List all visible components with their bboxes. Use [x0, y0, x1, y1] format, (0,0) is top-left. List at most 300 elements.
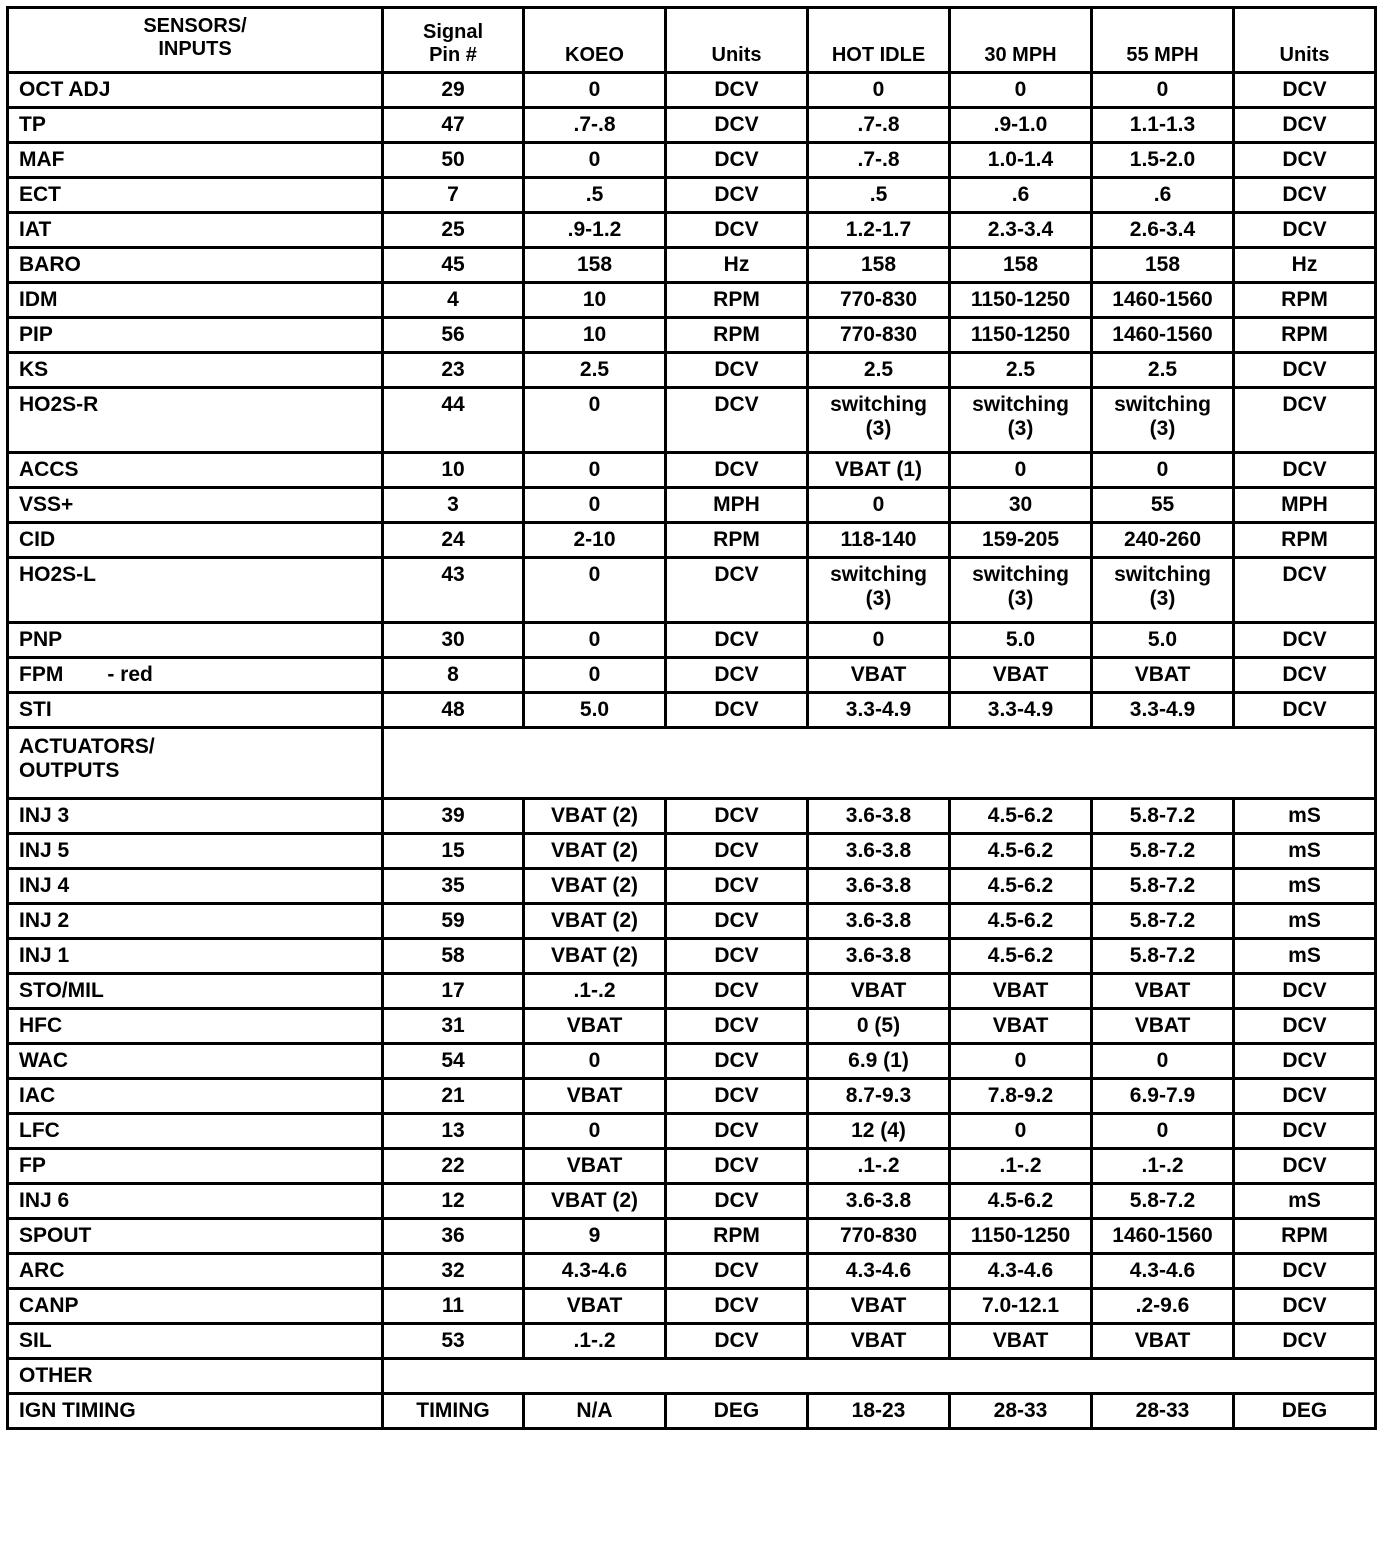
cell-mph55: 240-260	[1092, 523, 1234, 558]
cell-component-name	[8, 1184, 383, 1219]
table-row	[8, 353, 1376, 388]
cell-component-name	[8, 1219, 383, 1254]
cell-mph55: 0	[1092, 453, 1234, 488]
cell-pin: 17	[383, 974, 524, 1009]
table-row	[8, 453, 1376, 488]
cell-units: DCV	[666, 799, 808, 834]
cell-units: DCV	[666, 213, 808, 248]
table-row	[8, 1044, 1376, 1079]
cell-mph55: 1.1-1.3	[1092, 108, 1234, 143]
cell-mph30: 0	[950, 1044, 1092, 1079]
cell-pin: 54	[383, 1044, 524, 1079]
cell-mph30: 3.3-4.9	[950, 693, 1092, 728]
cell-units: RPM	[666, 1219, 808, 1254]
cell-koeo: 0	[524, 453, 666, 488]
cell-koeo: VBAT (2)	[524, 799, 666, 834]
table-row	[8, 1254, 1376, 1289]
component-name: PNP	[19, 628, 63, 651]
cell-units2: DCV	[1234, 1254, 1376, 1289]
component-note: - red	[107, 663, 153, 686]
cell-pin: 45	[383, 248, 524, 283]
component-name: FP	[19, 1154, 46, 1177]
component-name: INJ 5	[19, 839, 70, 862]
cell-units2: DCV	[1234, 974, 1376, 1009]
table-row	[8, 1079, 1376, 1114]
table-row	[8, 693, 1376, 728]
cell-hot-idle: .1-.2	[808, 1149, 950, 1184]
cell-mph30: .9-1.0	[950, 108, 1092, 143]
cell-units2: DCV	[1234, 213, 1376, 248]
component-name: WAC	[19, 1049, 68, 1072]
cell-mph30: VBAT	[950, 974, 1092, 1009]
cell-units2: DCV	[1234, 1114, 1376, 1149]
table-row	[8, 1184, 1376, 1219]
cell-mph55: 5.8-7.2	[1092, 904, 1234, 939]
cell-mph30: .1-.2	[950, 1149, 1092, 1184]
cell-hot-idle: 0	[808, 73, 950, 108]
cell-units: DCV	[666, 1324, 808, 1359]
cell-component-name	[8, 939, 383, 974]
component-name: HO2S-L	[19, 563, 97, 586]
component-name: BARO	[19, 253, 81, 276]
cell-units: DCV	[666, 143, 808, 178]
cell-pin: 43	[383, 558, 524, 623]
cell-koeo: 2-10	[524, 523, 666, 558]
cell-hot-idle: VBAT	[808, 658, 950, 693]
cell-units: Hz	[666, 248, 808, 283]
cell-units: DCV	[666, 1254, 808, 1289]
cell-mph30: 4.5-6.2	[950, 904, 1092, 939]
component-name: INJ 4	[19, 874, 70, 897]
header-units-2: Units	[1234, 8, 1376, 73]
cell-units2: DCV	[1234, 1079, 1376, 1114]
cell-koeo: VBAT (2)	[524, 904, 666, 939]
cell-koeo: VBAT (2)	[524, 1184, 666, 1219]
cell-component-name	[8, 658, 383, 693]
cell-hot-idle: .7-.8	[808, 143, 950, 178]
cell-mph30: 0	[950, 73, 1092, 108]
component-name: INJ 6	[19, 1189, 70, 1212]
cell-hot-idle: 3.6-3.8	[808, 834, 950, 869]
cell-units2: DCV	[1234, 143, 1376, 178]
cell-pin: 8	[383, 658, 524, 693]
other-section	[8, 1394, 1376, 1429]
cell-hot-idle: 0 (5)	[808, 1009, 950, 1044]
cell-mph30: 28-33	[950, 1394, 1092, 1429]
cell-koeo: .1-.2	[524, 1324, 666, 1359]
cell-mph55: 5.8-7.2	[1092, 939, 1234, 974]
component-name: ACCS	[19, 458, 79, 481]
section-label-other: OTHER	[8, 1359, 383, 1394]
cell-pin: 10	[383, 453, 524, 488]
cell-units: DCV	[666, 388, 808, 453]
cell-hot-idle: 3.6-3.8	[808, 904, 950, 939]
component-name: SIL	[19, 1329, 52, 1352]
table-row	[8, 178, 1376, 213]
cell-units: RPM	[666, 283, 808, 318]
cell-mph30: 2.5	[950, 353, 1092, 388]
cell-pin: 50	[383, 143, 524, 178]
cell-pin: 29	[383, 73, 524, 108]
table-row	[8, 488, 1376, 523]
cell-hot-idle: 8.7-9.3	[808, 1079, 950, 1114]
cell-mph30: VBAT	[950, 1009, 1092, 1044]
table-row	[8, 1009, 1376, 1044]
cell-koeo: N/A	[524, 1394, 666, 1429]
cell-hot-idle: 158	[808, 248, 950, 283]
cell-hot-idle: 770-830	[808, 1219, 950, 1254]
cell-component-name	[8, 488, 383, 523]
cell-mph55: switching (3)	[1092, 388, 1234, 453]
cell-units2: DCV	[1234, 1149, 1376, 1184]
table-row	[8, 939, 1376, 974]
cell-koeo: 2.5	[524, 353, 666, 388]
cell-component-name	[8, 178, 383, 213]
cell-hot-idle: 3.6-3.8	[808, 1184, 950, 1219]
component-name: SPOUT	[19, 1224, 92, 1247]
cell-units2: DCV	[1234, 693, 1376, 728]
cell-mph30: 4.3-4.6	[950, 1254, 1092, 1289]
cell-mph30: 4.5-6.2	[950, 939, 1092, 974]
cell-mph30: 5.0	[950, 623, 1092, 658]
cell-hot-idle: 0	[808, 488, 950, 523]
cell-mph30: 7.8-9.2	[950, 1079, 1092, 1114]
cell-koeo: 9	[524, 1219, 666, 1254]
cell-component-name	[8, 1394, 383, 1429]
cell-mph30: switching (3)	[950, 558, 1092, 623]
cell-pin: 30	[383, 623, 524, 658]
cell-component-name	[8, 1044, 383, 1079]
cell-component-name	[8, 1289, 383, 1324]
component-name: HO2S-R	[19, 393, 99, 416]
cell-component-name	[8, 693, 383, 728]
actuators-section	[8, 799, 1376, 1359]
cell-mph30: 1150-1250	[950, 283, 1092, 318]
cell-koeo: 0	[524, 558, 666, 623]
cell-koeo: 0	[524, 658, 666, 693]
cell-units2: DCV	[1234, 453, 1376, 488]
cell-pin: 32	[383, 1254, 524, 1289]
cell-pin: 31	[383, 1009, 524, 1044]
cell-units: DCV	[666, 1114, 808, 1149]
cell-units2: DCV	[1234, 558, 1376, 623]
cell-units: DCV	[666, 869, 808, 904]
cell-component-name	[8, 73, 383, 108]
section-label-actuators: ACTUATORS/ OUTPUTS	[8, 728, 383, 799]
cell-component-name	[8, 318, 383, 353]
cell-mph30: 7.0-12.1	[950, 1289, 1092, 1324]
cell-units: DCV	[666, 558, 808, 623]
cell-pin: 36	[383, 1219, 524, 1254]
cell-mph30: 4.5-6.2	[950, 1184, 1092, 1219]
cell-pin: 21	[383, 1079, 524, 1114]
component-name: STO/MIL	[19, 979, 104, 1002]
cell-mph30: VBAT	[950, 658, 1092, 693]
component-name: CANP	[19, 1294, 79, 1317]
table-row	[8, 523, 1376, 558]
cell-pin: 58	[383, 939, 524, 974]
cell-mph55: 2.6-3.4	[1092, 213, 1234, 248]
table-row	[8, 658, 1376, 693]
cell-units2: DCV	[1234, 1324, 1376, 1359]
table-row	[8, 388, 1376, 453]
cell-mph55: 5.8-7.2	[1092, 799, 1234, 834]
cell-mph30: 0	[950, 453, 1092, 488]
cell-component-name	[8, 558, 383, 623]
cell-hot-idle: VBAT	[808, 974, 950, 1009]
cell-component-name	[8, 869, 383, 904]
table-row	[8, 1394, 1376, 1429]
header-row	[8, 8, 1376, 73]
cell-koeo: 0	[524, 488, 666, 523]
cell-mph55: VBAT	[1092, 1324, 1234, 1359]
cell-hot-idle: 6.9 (1)	[808, 1044, 950, 1079]
cell-units: DCV	[666, 353, 808, 388]
cell-component-name	[8, 1324, 383, 1359]
cell-koeo: VBAT (2)	[524, 834, 666, 869]
cell-units: DCV	[666, 1079, 808, 1114]
table-row	[8, 318, 1376, 353]
cell-koeo: VBAT (2)	[524, 869, 666, 904]
cell-component-name	[8, 799, 383, 834]
cell-mph55: .6	[1092, 178, 1234, 213]
cell-mph55: 5.0	[1092, 623, 1234, 658]
cell-mph55: 5.8-7.2	[1092, 869, 1234, 904]
cell-hot-idle: 2.5	[808, 353, 950, 388]
cell-units: DCV	[666, 623, 808, 658]
component-name: ARC	[19, 1259, 65, 1282]
cell-units2: mS	[1234, 834, 1376, 869]
cell-mph30: 159-205	[950, 523, 1092, 558]
cell-mph30: 158	[950, 248, 1092, 283]
header-sensors-inputs: SENSORS/ INPUTS	[8, 8, 383, 73]
cell-mph55: 0	[1092, 1044, 1234, 1079]
cell-mph55: VBAT	[1092, 658, 1234, 693]
component-name: FPM	[19, 663, 64, 686]
cell-hot-idle: .5	[808, 178, 950, 213]
table-row	[8, 799, 1376, 834]
component-name: PIP	[19, 323, 53, 346]
actuators-header-section	[8, 728, 1376, 799]
cell-mph30: 1150-1250	[950, 318, 1092, 353]
cell-koeo: 0	[524, 623, 666, 658]
cell-units2: mS	[1234, 799, 1376, 834]
cell-mph55: 1460-1560	[1092, 318, 1234, 353]
cell-component-name	[8, 1079, 383, 1114]
cell-units2: mS	[1234, 939, 1376, 974]
cell-hot-idle: 12 (4)	[808, 1114, 950, 1149]
cell-hot-idle: VBAT	[808, 1289, 950, 1324]
cell-pin: 15	[383, 834, 524, 869]
table-row	[8, 1149, 1376, 1184]
cell-units2: MPH	[1234, 488, 1376, 523]
cell-units2: DCV	[1234, 658, 1376, 693]
cell-hot-idle: 118-140	[808, 523, 950, 558]
cell-koeo: 5.0	[524, 693, 666, 728]
cell-component-name	[8, 213, 383, 248]
table-row	[8, 834, 1376, 869]
cell-units: MPH	[666, 488, 808, 523]
cell-hot-idle: VBAT (1)	[808, 453, 950, 488]
component-name: IAT	[19, 218, 52, 241]
section-blank	[383, 1359, 1376, 1394]
cell-mph30: 2.3-3.4	[950, 213, 1092, 248]
table-row	[8, 248, 1376, 283]
component-name: LFC	[19, 1119, 60, 1142]
cell-koeo: .9-1.2	[524, 213, 666, 248]
table-row	[8, 143, 1376, 178]
cell-koeo: .5	[524, 178, 666, 213]
component-name: TP	[19, 113, 46, 136]
table-row	[8, 283, 1376, 318]
cell-mph55: switching (3)	[1092, 558, 1234, 623]
cell-component-name	[8, 974, 383, 1009]
component-name: HFC	[19, 1014, 63, 1037]
cell-units2: DCV	[1234, 623, 1376, 658]
cell-pin: 22	[383, 1149, 524, 1184]
cell-units: RPM	[666, 523, 808, 558]
cell-units: DCV	[666, 73, 808, 108]
cell-units: DCV	[666, 108, 808, 143]
cell-units2: DCV	[1234, 388, 1376, 453]
sensors-section	[8, 73, 1376, 728]
page	[6, 6, 1374, 1430]
cell-koeo: 0	[524, 388, 666, 453]
cell-koeo: 0	[524, 1044, 666, 1079]
cell-component-name	[8, 248, 383, 283]
table-row	[8, 974, 1376, 1009]
header-koeo: KOEO	[524, 8, 666, 73]
cell-component-name	[8, 623, 383, 658]
cell-mph55: 1460-1560	[1092, 1219, 1234, 1254]
cell-mph30: VBAT	[950, 1324, 1092, 1359]
component-name: IGN TIMING	[19, 1399, 136, 1422]
table-row	[8, 1219, 1376, 1254]
cell-pin: 53	[383, 1324, 524, 1359]
cell-koeo: VBAT	[524, 1079, 666, 1114]
cell-koeo: .1-.2	[524, 974, 666, 1009]
cell-units2: DCV	[1234, 1289, 1376, 1324]
cell-pin: 48	[383, 693, 524, 728]
cell-mph55: VBAT	[1092, 1009, 1234, 1044]
cell-pin: 24	[383, 523, 524, 558]
component-name: INJ 3	[19, 804, 70, 827]
header-signal-pin: Signal Pin #	[383, 8, 524, 73]
cell-mph30: 4.5-6.2	[950, 799, 1092, 834]
cell-mph55: 2.5	[1092, 353, 1234, 388]
component-name: INJ 2	[19, 909, 70, 932]
cell-mph30: .6	[950, 178, 1092, 213]
cell-units: DCV	[666, 939, 808, 974]
cell-hot-idle: 3.6-3.8	[808, 939, 950, 974]
cell-units2: DCV	[1234, 108, 1376, 143]
cell-pin: 25	[383, 213, 524, 248]
cell-mph55: 3.3-4.9	[1092, 693, 1234, 728]
cell-units: DEG	[666, 1394, 808, 1429]
cell-pin: 35	[383, 869, 524, 904]
cell-koeo: 0	[524, 73, 666, 108]
header-units: Units	[666, 8, 808, 73]
cell-units2: RPM	[1234, 523, 1376, 558]
cell-koeo: 0	[524, 1114, 666, 1149]
cell-pin: 13	[383, 1114, 524, 1149]
cell-component-name	[8, 108, 383, 143]
cell-mph55: 0	[1092, 1114, 1234, 1149]
cell-mph30: 1150-1250	[950, 1219, 1092, 1254]
cell-units2: mS	[1234, 869, 1376, 904]
cell-component-name	[8, 834, 383, 869]
cell-mph55: 55	[1092, 488, 1234, 523]
table-row	[8, 213, 1376, 248]
cell-component-name	[8, 388, 383, 453]
cell-component-name	[8, 1254, 383, 1289]
table-row	[8, 1289, 1376, 1324]
cell-mph55: 28-33	[1092, 1394, 1234, 1429]
cell-component-name	[8, 353, 383, 388]
cell-units: DCV	[666, 1184, 808, 1219]
cell-units2: Hz	[1234, 248, 1376, 283]
cell-hot-idle: 3.3-4.9	[808, 693, 950, 728]
table-row	[8, 73, 1376, 108]
cell-units2: DCV	[1234, 353, 1376, 388]
cell-mph30: 4.5-6.2	[950, 869, 1092, 904]
cell-hot-idle: switching (3)	[808, 558, 950, 623]
other-header-section	[8, 1359, 1376, 1394]
component-name: KS	[19, 358, 49, 381]
cell-units: DCV	[666, 693, 808, 728]
header-55-mph: 55 MPH	[1092, 8, 1234, 73]
cell-mph55: 5.8-7.2	[1092, 834, 1234, 869]
table-row	[8, 869, 1376, 904]
cell-mph30: 30	[950, 488, 1092, 523]
cell-component-name	[8, 904, 383, 939]
cell-units2: RPM	[1234, 318, 1376, 353]
table-row	[8, 1114, 1376, 1149]
cell-units: DCV	[666, 658, 808, 693]
cell-component-name	[8, 143, 383, 178]
header-hot-idle: HOT IDLE	[808, 8, 950, 73]
cell-hot-idle: 0	[808, 623, 950, 658]
cell-mph55: 6.9-7.9	[1092, 1079, 1234, 1114]
section-blank	[383, 728, 1376, 799]
cell-component-name	[8, 283, 383, 318]
cell-mph55: 0	[1092, 73, 1234, 108]
cell-mph55: 1.5-2.0	[1092, 143, 1234, 178]
cell-pin: 44	[383, 388, 524, 453]
cell-component-name	[8, 1114, 383, 1149]
cell-units: DCV	[666, 1149, 808, 1184]
cell-koeo: 10	[524, 283, 666, 318]
cell-koeo: VBAT	[524, 1009, 666, 1044]
cell-hot-idle: 770-830	[808, 318, 950, 353]
cell-pin: 3	[383, 488, 524, 523]
header-30-mph: 30 MPH	[950, 8, 1092, 73]
cell-mph55: 5.8-7.2	[1092, 1184, 1234, 1219]
cell-pin: 39	[383, 799, 524, 834]
table-row	[8, 623, 1376, 658]
cell-hot-idle: VBAT	[808, 1324, 950, 1359]
cell-units2: DCV	[1234, 1044, 1376, 1079]
cell-mph30: 0	[950, 1114, 1092, 1149]
cell-koeo: VBAT	[524, 1289, 666, 1324]
cell-mph30: switching (3)	[950, 388, 1092, 453]
cell-pin: 12	[383, 1184, 524, 1219]
cell-component-name	[8, 453, 383, 488]
cell-hot-idle: switching (3)	[808, 388, 950, 453]
cell-units2: DCV	[1234, 73, 1376, 108]
cell-koeo: 0	[524, 143, 666, 178]
cell-units2: RPM	[1234, 283, 1376, 318]
